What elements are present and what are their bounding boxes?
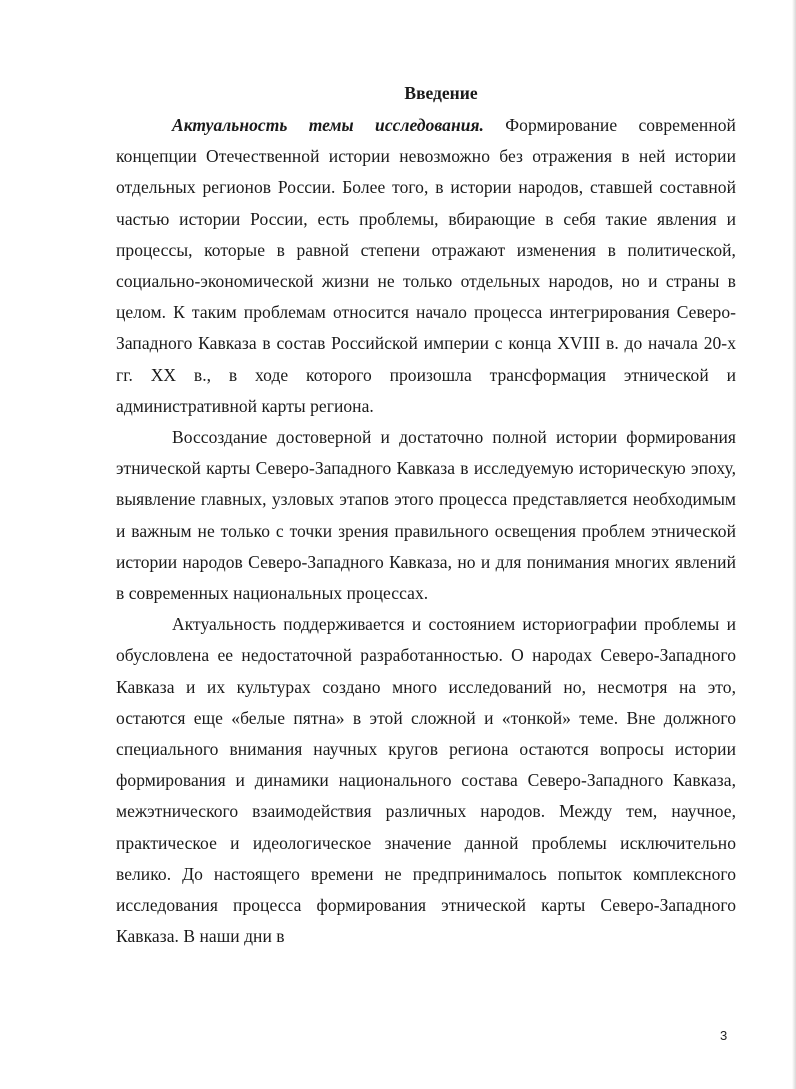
page-number: 3 (720, 1028, 728, 1043)
page-content (116, 82, 736, 952)
paragraph-text: Актуальность поддерживается и состоянием историографии проблемы и обусловлена ее недостаточной разработанностью. О народах Северо-Западного Кавказа и их культурах создано много исследований но, несмотря на это, остаются еще «белые пятна» в этой сложной и «тонкой» теме. Вне должного специального внимания научных кругов региона остаются вопросы истории формирования и динамики национального состава Северо-Западного Кавказа, межэтнического взаимодействия различных народов. Между тем, научное, практическое и идеологическое значение данной проблемы исключительно велико. До настоящего времени не предпринималось попыток комплексного исследования процесса формирования этнической карты Северо-Западного Кавказа. В наши дни в (116, 614, 736, 947)
paragraph-lead-heading: Актуальность темы исследования. (172, 115, 484, 135)
section-title: Введение (404, 83, 478, 103)
page-edge-shadow (792, 0, 796, 1089)
paragraph-reconstruction (116, 422, 736, 609)
paragraph-text: Воссоздание достоверной и достаточно полной истории формирования этнической карты Северо-Западного Кавказа в исследуемую историческую эпоху, выявление главных, узловых этапов этого процесса представляется необходимым и важным не только с точки зрения правильного освещения проблем этнической истории народов Северо-Западного Кавказа, но и для понимания многих явлений в современных национальных процессах. (116, 427, 736, 604)
paragraph-relevance (116, 110, 736, 422)
paragraph-text: Формирование современной концепции Отечественной истории невозможно без отражения в ней истории отдельных регионов России. Более того, в истории народов, ставшей составной частью истории России, есть проблемы, вбирающие в себя такие явления и процессы, которые в равной степени отражают изменения в политической, социально-экономической жизни не только отдельных народов, но и страны в целом. К таким проблемам относится начало процесса интегрирования Северо-Западного Кавказа в состав Российской империи с конца XVIII в. до начала 20-х гг. XX в., в ходе которого произошла трансформация этнической и административной карты региона. (116, 115, 736, 416)
paragraph-historiography (116, 609, 736, 952)
